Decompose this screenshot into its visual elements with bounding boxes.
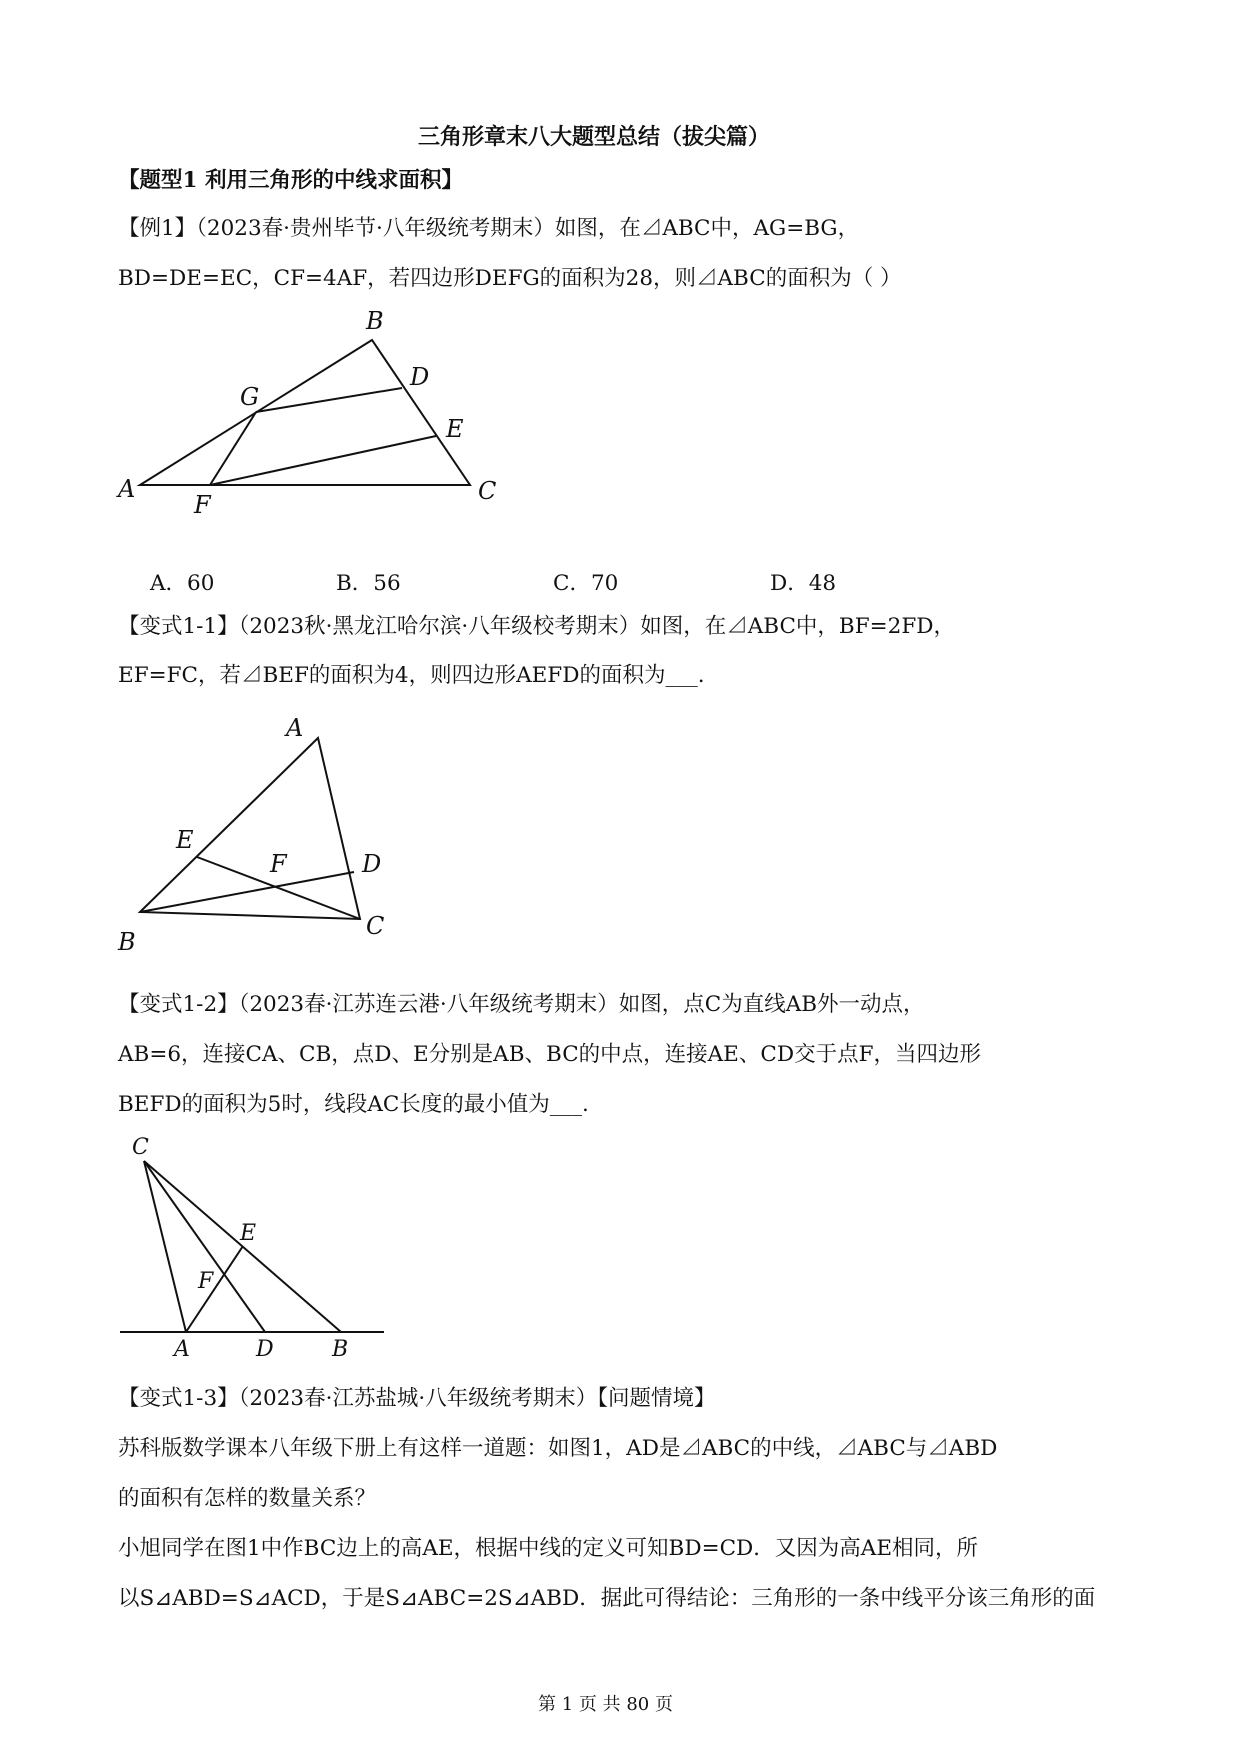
var11-label-B: B [118,928,136,956]
var12-label-A: A [174,1337,190,1362]
document-title: 三角形章末八大题型总结（拔尖篇） [418,124,771,150]
variant12-figure [110,1132,410,1362]
var12-label-B: B [332,1337,349,1362]
ex1-label-G: G [240,383,260,411]
page-footer: 第 1 页 共 80 页 [538,1694,673,1715]
variant13-line3: 的面积有怎样的数量关系？ [118,1486,377,1511]
var11-label-A: A [286,714,304,742]
ex1-label-C: C [478,477,497,505]
variant12-line1: 【变式1-2】（2023春·江苏连云港·八年级统考期末）如图，点C为直线AB外一动点， [118,992,925,1017]
var12-label-C: C [132,1135,149,1160]
ex1-label-B: B [366,307,384,335]
ex1-label-D: D [410,363,430,391]
variant12-line3: BEFD的面积为5时，线段AC长度的最小值为___. [118,1092,589,1117]
choice-c[interactable]: C．70 [553,571,619,596]
section-heading: 【题型1 利用三角形的中线求面积】 [118,168,463,193]
choice-d[interactable]: D．48 [770,571,837,596]
var11-label-E: E [176,826,194,854]
var12-label-F: F [198,1269,214,1294]
var12-label-E: E [240,1221,257,1246]
var12-label-D: D [256,1337,274,1362]
example1-figure [110,305,630,525]
choice-a[interactable]: A．60 [150,571,215,596]
choice-b[interactable]: B．56 [336,571,401,596]
ex1-label-A: A [118,475,136,503]
variant13-line4: 小旭同学在图1中作BC边上的高AE，根据中线的定义可知BD=CD．又因为高AE相同，所 [118,1536,979,1561]
example1-line1: 【例1】（2023春·贵州毕节·八年级统考期末）如图，在⊿ABC中，AG=BG， [118,216,860,241]
variant11-figure [110,712,410,962]
variant13-line2: 苏科版数学课本八年级下册上有这样一道题：如图1，AD是⊿ABC的中线，⊿ABC与⊿ABD [118,1436,998,1461]
variant13-line1: 【变式1-3】（2023春·江苏盐城·八年级统考期末）【问题情境】 [118,1386,716,1411]
variant11-line2: EF=FC，若⊿BEF的面积为4，则四边形AEFD的面积为___. [118,663,705,688]
ex1-label-E: E [446,415,464,443]
var11-label-D: D [362,850,382,878]
variant13-line5: 以S⊿ABD=S⊿ACD，于是S⊿ABC=2S⊿ABD．据此可得结论：三角形的一条中线平分该三角形的面 [118,1586,1096,1611]
variant12-line2: AB=6，连接CA、CB，点D、E分别是AB、BC的中点，连接AE、CD交于点F，当四边形 [118,1042,981,1067]
variant11-line1: 【变式1-1】（2023秋·黑龙江哈尔滨·八年级校考期末）如图，在⊿ABC中，BF=2FD， [118,614,956,639]
var11-label-F: F [270,850,287,878]
example1-line2: BD=DE=EC，CF=4AF，若四边形DEFG的面积为28，则⊿ABC的面积为（ ） [118,266,902,291]
var11-label-C: C [366,912,385,940]
ex1-label-F: F [194,491,211,519]
